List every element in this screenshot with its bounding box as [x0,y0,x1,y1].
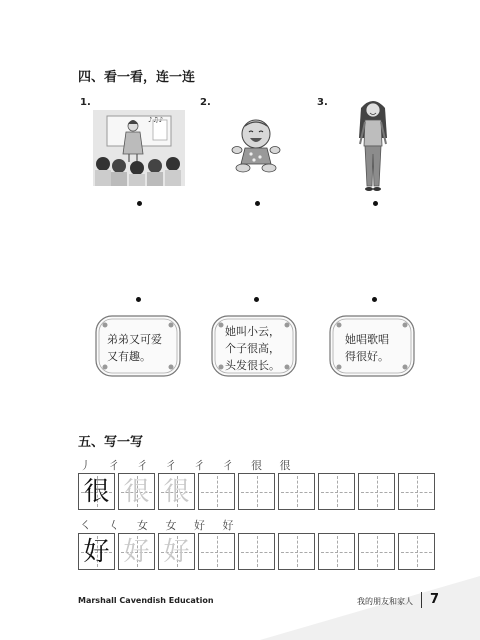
blank-practice-cell[interactable] [358,533,395,570]
model-char-hao: 好 [83,536,110,567]
writing-row-hen [78,473,435,510]
stroke-order-hao: ㇛ 𡿨 女 女 好 好 [80,519,241,532]
sentence-card-2-text: 她叫小云， 个子很高， 头发很长。 [225,325,280,372]
match-dot-bottom-1[interactable] [136,297,141,302]
blank-practice-cell[interactable] [398,533,435,570]
blank-practice-cell[interactable] [318,533,355,570]
picture-laughing-baby [231,116,281,174]
blank-practice-cell[interactable] [278,533,315,570]
blank-practice-cell[interactable] [198,533,235,570]
blank-practice-cell[interactable] [198,473,235,510]
trace-cell[interactable] [158,473,195,510]
stroke-order-hen: 丿 彳 彳 彳 彳 彳 很 很 [80,459,298,472]
item-1-number: 1. [80,97,91,108]
blank-practice-cell[interactable] [238,473,275,510]
blank-practice-cell[interactable] [238,533,275,570]
sentence-card-1-text: 弟弟又可爱 又有趣。 [107,333,162,363]
trace-cell[interactable] [118,533,155,570]
blank-practice-cell[interactable] [278,473,315,510]
blank-practice-cell[interactable] [318,473,355,510]
trace-cell[interactable] [158,533,195,570]
music-notes: ♪♫♪ [148,116,164,124]
trace-char-hen: 很 [123,476,150,507]
model-cell-hao [78,533,115,570]
sentence-card-2 [209,313,299,379]
trace-char-hen: 很 [163,476,190,507]
match-dot-top-3[interactable] [373,201,378,206]
item-2-number: 2. [200,97,211,108]
picture-tall-girl [355,98,391,196]
writing-row-hao [78,533,435,570]
tall-girl-illustration [355,98,391,196]
publisher-name: Marshall Cavendish Education [78,596,214,605]
sentence-card-3-text: 她唱歌唱 得很好。 [345,333,389,363]
page-number: 7 [430,592,440,607]
blank-practice-cell[interactable] [358,473,395,510]
match-dot-bottom-3[interactable] [372,297,377,302]
blank-practice-cell[interactable] [398,473,435,510]
footer-divider [421,592,422,608]
sentence-card-1 [93,313,183,379]
item-3-number: 3. [317,97,328,108]
model-cell-hen [78,473,115,510]
match-dot-top-2[interactable] [255,201,260,206]
baby-illustration [231,116,281,174]
unit-title: 我的朋友和家人 [357,597,413,606]
trace-cell[interactable] [118,473,155,510]
section-5-heading: 五、写一写 [78,435,144,450]
sentence-card-3 [327,313,417,379]
match-dot-bottom-2[interactable] [254,297,259,302]
section-4-heading: 四、看一看，连一连 [78,70,196,85]
match-dot-top-1[interactable] [137,201,142,206]
picture-girl-singing [93,110,185,186]
trace-char-hao: 好 [163,536,190,567]
model-char-hen: 很 [83,476,110,507]
trace-char-hao: 好 [123,536,150,567]
girl-singing-illustration [93,110,185,186]
